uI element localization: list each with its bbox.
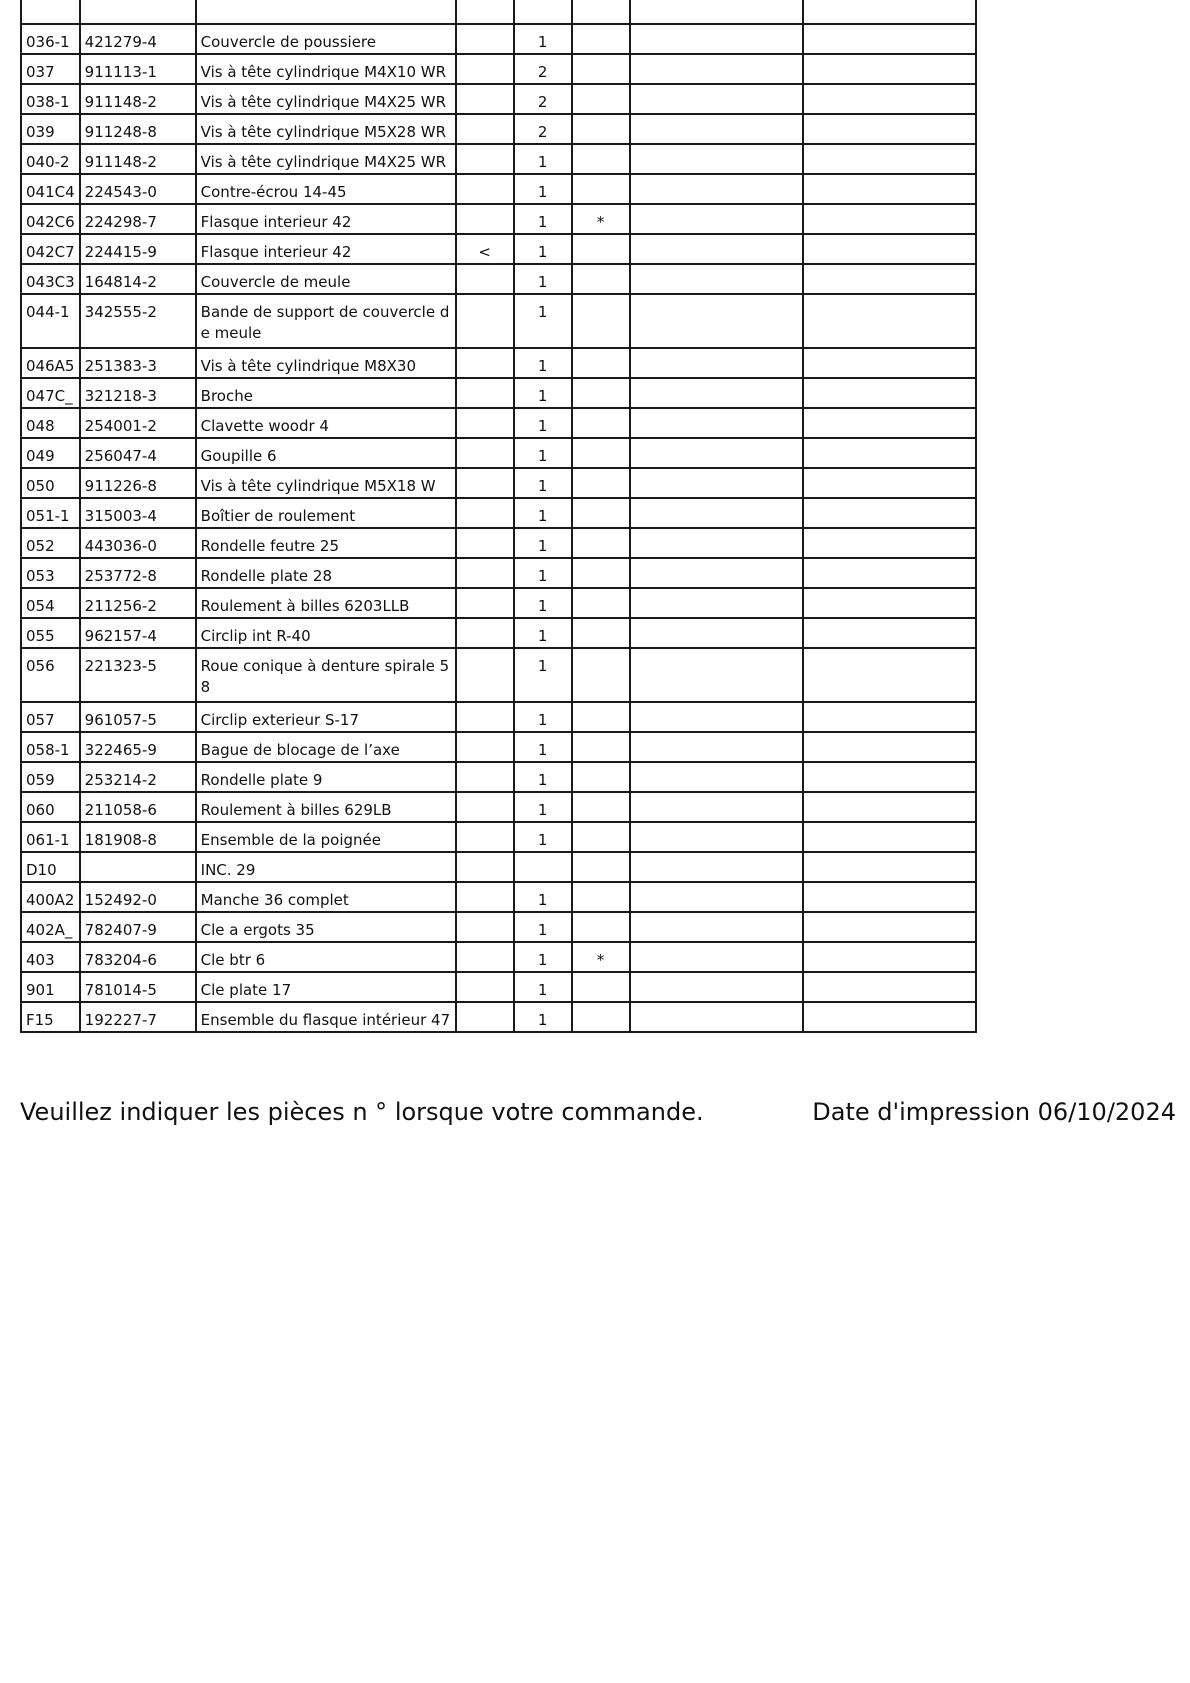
part-number-cell: 059 [21, 762, 80, 792]
note-cell [456, 204, 514, 234]
blank-cell [803, 588, 976, 618]
blank-cell [803, 264, 976, 294]
reference-cell: 221323-5 [80, 648, 196, 702]
table-row [21, 348, 976, 378]
note-cell [456, 972, 514, 1002]
table-row [21, 24, 976, 54]
blank-cell [630, 348, 803, 378]
blank-cell [803, 648, 976, 702]
mark-cell [572, 792, 630, 822]
note-cell [456, 54, 514, 84]
table-row [21, 618, 976, 648]
quantity-cell [514, 852, 572, 882]
quantity-cell: 1 [514, 468, 572, 498]
mark-cell [572, 732, 630, 762]
description-cell: Flasque interieur 42 [196, 234, 456, 264]
description-cell: Vis à tête cylindrique M4X10 WR [196, 54, 456, 84]
part-number-cell: 051-1 [21, 498, 80, 528]
note-cell [456, 882, 514, 912]
blank-cell [803, 882, 976, 912]
mark-cell [572, 264, 630, 294]
reference-cell: 211256-2 [80, 588, 196, 618]
quantity-cell: 1 [514, 732, 572, 762]
table-row [21, 84, 976, 114]
blank-cell [630, 702, 803, 732]
blank-cell [630, 1002, 803, 1032]
reference-cell: 224298-7 [80, 204, 196, 234]
blank-cell [803, 702, 976, 732]
blank-cell [803, 852, 976, 882]
mark-cell [572, 822, 630, 852]
mark-cell [572, 144, 630, 174]
blank-cell [630, 84, 803, 114]
mark-cell [572, 294, 630, 348]
table-row [21, 234, 976, 264]
description-cell: Contre-écrou 14-45 [196, 174, 456, 204]
mark-cell [572, 174, 630, 204]
blank-cell [630, 912, 803, 942]
note-cell [456, 822, 514, 852]
mark-cell [572, 54, 630, 84]
blank-cell [803, 1002, 976, 1032]
part-number-cell: 037 [21, 54, 80, 84]
reference-cell: 251383-3 [80, 348, 196, 378]
reference-cell: 342555-2 [80, 294, 196, 348]
note-cell [456, 1002, 514, 1032]
quantity-cell: 1 [514, 144, 572, 174]
part-number-cell: 053 [21, 558, 80, 588]
mark-cell [572, 438, 630, 468]
quantity-cell: 2 [514, 84, 572, 114]
note-cell [456, 348, 514, 378]
mark-cell [572, 24, 630, 54]
description-cell: Ensemble du flasque intérieur 47 [196, 1002, 456, 1032]
table-row [21, 174, 976, 204]
quantity-cell: 1 [514, 648, 572, 702]
blank-cell [803, 912, 976, 942]
part-number-cell: 052 [21, 528, 80, 558]
description-cell: Circlip exterieur S-17 [196, 702, 456, 732]
description-cell: Clavette woodr 4 [196, 408, 456, 438]
note-cell: < [456, 234, 514, 264]
table-row [21, 558, 976, 588]
reference-cell: 782407-9 [80, 912, 196, 942]
part-number-cell: 057 [21, 702, 80, 732]
blank-cell [630, 234, 803, 264]
blank-cell [803, 822, 976, 852]
part-number-cell: 048 [21, 408, 80, 438]
blank-cell [630, 114, 803, 144]
part-number-cell: 058-1 [21, 732, 80, 762]
part-number-cell: 055 [21, 618, 80, 648]
quantity-cell: 1 [514, 24, 572, 54]
reference-cell: 192227-7 [80, 1002, 196, 1032]
description-cell: Goupille 6 [196, 438, 456, 468]
mark-cell [572, 114, 630, 144]
blank-cell [630, 54, 803, 84]
table-row [21, 378, 976, 408]
reference-cell: 152492-0 [80, 882, 196, 912]
part-number-cell: 061-1 [21, 822, 80, 852]
blank-cell [630, 558, 803, 588]
description-cell: Bague de blocage de l’axe [196, 732, 456, 762]
note-cell [456, 702, 514, 732]
parts-table [20, 0, 977, 1033]
blank-cell [630, 438, 803, 468]
blank-cell [803, 408, 976, 438]
reference-cell: 911248-8 [80, 114, 196, 144]
quantity-cell: 1 [514, 408, 572, 438]
blank-cell [630, 588, 803, 618]
table-row [21, 732, 976, 762]
mark-cell [572, 528, 630, 558]
part-number-cell: 403 [21, 942, 80, 972]
reference-cell: 254001-2 [80, 408, 196, 438]
order-instruction: Veuillez indiquer les pièces n ° lorsque votre commande. [20, 1098, 704, 1126]
quantity-cell: 1 [514, 942, 572, 972]
part-number-cell: 402A_ [21, 912, 80, 942]
reference-cell: 911148-2 [80, 144, 196, 174]
quantity-cell: 1 [514, 498, 572, 528]
description-cell: Cle btr 6 [196, 942, 456, 972]
blank-cell [803, 144, 976, 174]
blank-cell [803, 234, 976, 264]
description-cell: Cle a ergots 35 [196, 912, 456, 942]
blank-cell [630, 972, 803, 1002]
mark-cell [572, 378, 630, 408]
description-cell: Couvercle de meule [196, 264, 456, 294]
table-row [21, 822, 976, 852]
blank-cell [803, 498, 976, 528]
quantity-cell: 1 [514, 558, 572, 588]
note-cell [456, 24, 514, 54]
quantity-cell: 1 [514, 882, 572, 912]
mark-cell: * [572, 204, 630, 234]
blank-cell [803, 294, 976, 348]
note-cell [456, 852, 514, 882]
table-row [21, 408, 976, 438]
quantity-cell: 1 [514, 204, 572, 234]
quantity-cell: 1 [514, 438, 572, 468]
table-row [21, 702, 976, 732]
mark-cell [572, 234, 630, 264]
note-cell [456, 498, 514, 528]
part-number-cell: 036-1 [21, 24, 80, 54]
mark-cell [572, 852, 630, 882]
part-number-cell: 400A2 [21, 882, 80, 912]
reference-cell: 783204-6 [80, 942, 196, 972]
quantity-cell: 1 [514, 762, 572, 792]
part-number-cell: 046A5 [21, 348, 80, 378]
note-cell [456, 264, 514, 294]
parts-table-body [21, 0, 976, 1032]
reference-cell [80, 852, 196, 882]
print-date: Date d'impression 06/10/2024 [812, 1098, 1176, 1126]
mark-cell [572, 1002, 630, 1032]
description-cell: Circlip int R-40 [196, 618, 456, 648]
blank-cell [803, 438, 976, 468]
description-cell: Rondelle plate 28 [196, 558, 456, 588]
reference-cell: 911226-8 [80, 468, 196, 498]
blank-cell [630, 24, 803, 54]
table-row [21, 204, 976, 234]
reference-cell: 961057-5 [80, 702, 196, 732]
reference-cell: 256047-4 [80, 438, 196, 468]
reference-cell: 962157-4 [80, 618, 196, 648]
table-row [21, 912, 976, 942]
table-top-edge [21, 0, 976, 24]
blank-cell [630, 942, 803, 972]
reference-cell: 164814-2 [80, 264, 196, 294]
blank-cell [803, 528, 976, 558]
description-cell: Roulement à billes 6203LLB [196, 588, 456, 618]
part-number-cell: D10 [21, 852, 80, 882]
table-row [21, 54, 976, 84]
note-cell [456, 438, 514, 468]
table-row [21, 762, 976, 792]
reference-cell: 421279-4 [80, 24, 196, 54]
mark-cell [572, 618, 630, 648]
description-cell: Vis à tête cylindrique M5X18 W [196, 468, 456, 498]
quantity-cell: 2 [514, 54, 572, 84]
part-number-cell: 047C_ [21, 378, 80, 408]
reference-cell: 443036-0 [80, 528, 196, 558]
description-cell: Ensemble de la poignée [196, 822, 456, 852]
quantity-cell: 1 [514, 294, 572, 348]
part-number-cell: 901 [21, 972, 80, 1002]
blank-cell [803, 732, 976, 762]
description-cell: INC. 29 [196, 852, 456, 882]
mark-cell [572, 408, 630, 438]
part-number-cell: 044-1 [21, 294, 80, 348]
note-cell [456, 114, 514, 144]
reference-cell: 253214-2 [80, 762, 196, 792]
blank-cell [803, 378, 976, 408]
mark-cell [572, 912, 630, 942]
blank-cell [803, 54, 976, 84]
part-number-cell: 042C6 [21, 204, 80, 234]
description-cell: Cle plate 17 [196, 972, 456, 1002]
blank-cell [630, 792, 803, 822]
table-row [21, 1002, 976, 1032]
description-cell: Roue conique à denture spirale 58 [196, 648, 456, 702]
table-row [21, 144, 976, 174]
mark-cell [572, 972, 630, 1002]
blank-cell [630, 648, 803, 702]
description-cell: Flasque interieur 42 [196, 204, 456, 234]
blank-cell [803, 618, 976, 648]
mark-cell [572, 558, 630, 588]
reference-cell: 911148-2 [80, 84, 196, 114]
blank-cell [803, 558, 976, 588]
blank-cell [630, 408, 803, 438]
part-number-cell: 060 [21, 792, 80, 822]
quantity-cell: 1 [514, 702, 572, 732]
part-number-cell: 041C4 [21, 174, 80, 204]
blank-cell [630, 618, 803, 648]
blank-cell [630, 264, 803, 294]
blank-cell [630, 498, 803, 528]
description-cell: Broche [196, 378, 456, 408]
quantity-cell: 1 [514, 264, 572, 294]
blank-cell [630, 144, 803, 174]
table-row [21, 264, 976, 294]
part-number-cell: 049 [21, 438, 80, 468]
note-cell [456, 528, 514, 558]
mark-cell [572, 84, 630, 114]
blank-cell [803, 24, 976, 54]
reference-cell: 181908-8 [80, 822, 196, 852]
mark-cell [572, 762, 630, 792]
blank-cell [803, 204, 976, 234]
reference-cell: 224415-9 [80, 234, 196, 264]
table-row [21, 792, 976, 822]
note-cell [456, 408, 514, 438]
quantity-cell: 1 [514, 378, 572, 408]
part-number-cell: 050 [21, 468, 80, 498]
reference-cell: 315003-4 [80, 498, 196, 528]
note-cell [456, 912, 514, 942]
description-cell: Roulement à billes 629LB [196, 792, 456, 822]
mark-cell [572, 498, 630, 528]
blank-cell [630, 528, 803, 558]
blank-cell [630, 204, 803, 234]
description-cell: Bande de support de couvercle de meule [196, 294, 456, 348]
part-number-cell: 043C3 [21, 264, 80, 294]
blank-cell [803, 762, 976, 792]
note-cell [456, 588, 514, 618]
note-cell [456, 558, 514, 588]
table-row [21, 438, 976, 468]
blank-cell [803, 84, 976, 114]
blank-cell [630, 762, 803, 792]
description-cell: Couvercle de poussiere [196, 24, 456, 54]
note-cell [456, 144, 514, 174]
description-cell: Vis à tête cylindrique M4X25 WR [196, 144, 456, 174]
quantity-cell: 1 [514, 588, 572, 618]
description-cell: Rondelle plate 9 [196, 762, 456, 792]
mark-cell: * [572, 942, 630, 972]
reference-cell: 253772-8 [80, 558, 196, 588]
quantity-cell: 1 [514, 174, 572, 204]
description-cell: Vis à tête cylindrique M8X30 [196, 348, 456, 378]
quantity-cell: 1 [514, 618, 572, 648]
reference-cell: 224543-0 [80, 174, 196, 204]
part-number-cell: F15 [21, 1002, 80, 1032]
table-row [21, 114, 976, 144]
blank-cell [803, 942, 976, 972]
part-number-cell: 040-2 [21, 144, 80, 174]
note-cell [456, 762, 514, 792]
table-row [21, 648, 976, 702]
quantity-cell: 1 [514, 972, 572, 1002]
part-number-cell: 038-1 [21, 84, 80, 114]
table-row [21, 882, 976, 912]
blank-cell [630, 822, 803, 852]
note-cell [456, 468, 514, 498]
blank-cell [803, 174, 976, 204]
quantity-cell: 1 [514, 912, 572, 942]
description-cell: Vis à tête cylindrique M5X28 WR [196, 114, 456, 144]
note-cell [456, 648, 514, 702]
table-row [21, 942, 976, 972]
description-cell: Vis à tête cylindrique M4X25 WR [196, 84, 456, 114]
blank-cell [630, 378, 803, 408]
note-cell [456, 792, 514, 822]
description-cell: Manche 36 complet [196, 882, 456, 912]
part-number-cell: 039 [21, 114, 80, 144]
mark-cell [572, 588, 630, 618]
quantity-cell: 1 [514, 528, 572, 558]
blank-cell [630, 174, 803, 204]
blank-cell [630, 882, 803, 912]
note-cell [456, 942, 514, 972]
table-row [21, 972, 976, 1002]
quantity-cell: 1 [514, 822, 572, 852]
quantity-cell: 1 [514, 348, 572, 378]
mark-cell [572, 882, 630, 912]
table-row [21, 852, 976, 882]
part-number-cell: 042C7 [21, 234, 80, 264]
blank-cell [803, 468, 976, 498]
table-row [21, 588, 976, 618]
blank-cell [803, 114, 976, 144]
blank-cell [630, 732, 803, 762]
table-row [21, 498, 976, 528]
reference-cell: 911113-1 [80, 54, 196, 84]
reference-cell: 322465-9 [80, 732, 196, 762]
quantity-cell: 1 [514, 1002, 572, 1032]
note-cell [456, 174, 514, 204]
mark-cell [572, 348, 630, 378]
blank-cell [803, 348, 976, 378]
note-cell [456, 378, 514, 408]
part-number-cell: 054 [21, 588, 80, 618]
mark-cell [572, 468, 630, 498]
quantity-cell: 1 [514, 234, 572, 264]
description-cell: Boîtier de roulement [196, 498, 456, 528]
mark-cell [572, 702, 630, 732]
blank-cell [630, 294, 803, 348]
note-cell [456, 618, 514, 648]
mark-cell [572, 648, 630, 702]
part-number-cell: 056 [21, 648, 80, 702]
blank-cell [630, 852, 803, 882]
quantity-cell: 1 [514, 792, 572, 822]
blank-cell [630, 468, 803, 498]
quantity-cell: 2 [514, 114, 572, 144]
table-row [21, 528, 976, 558]
note-cell [456, 294, 514, 348]
blank-cell [803, 792, 976, 822]
reference-cell: 211058-6 [80, 792, 196, 822]
table-row [21, 294, 976, 348]
reference-cell: 781014-5 [80, 972, 196, 1002]
table-row [21, 468, 976, 498]
note-cell [456, 732, 514, 762]
reference-cell: 321218-3 [80, 378, 196, 408]
blank-cell [803, 972, 976, 1002]
note-cell [456, 84, 514, 114]
description-cell: Rondelle feutre 25 [196, 528, 456, 558]
